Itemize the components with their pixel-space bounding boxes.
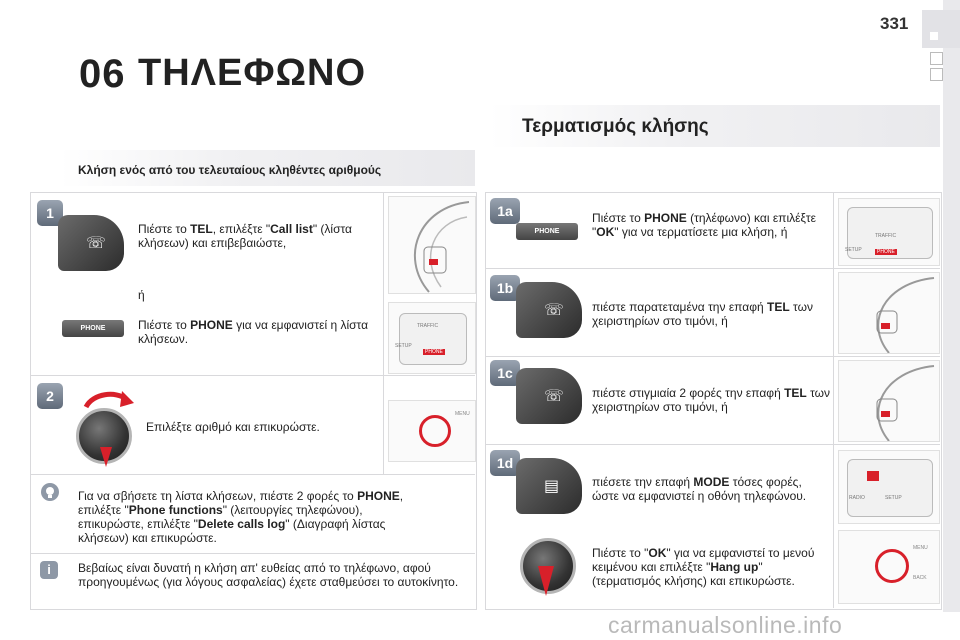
steering-wheel-drawing — [839, 361, 939, 441]
page-number: 331 — [880, 14, 909, 33]
console-phone-illustration — [838, 198, 940, 266]
step-1b-text: πιέστε παρατεταμένα την επαφή TEL των χειριστηρίων στο τιμόνι, ή — [592, 300, 813, 328]
phone-handset-icon: ☏ — [544, 388, 565, 405]
phone-button: PHONE — [62, 320, 124, 337]
setup-label: SETUP — [845, 247, 862, 253]
step-2-badge: 2 — [37, 383, 63, 409]
left-row-separator — [31, 553, 475, 554]
left-row-separator — [31, 474, 475, 475]
phone-button: PHONE — [516, 223, 578, 240]
edge-marker-1 — [930, 52, 943, 65]
steering-tel-control — [516, 282, 582, 338]
back-label: BACK — [913, 575, 927, 581]
tel-highlight — [881, 323, 890, 329]
steering-wheel-drawing — [839, 273, 939, 353]
console-panel — [399, 313, 467, 365]
step-2-text: Επιλέξτε αριθμό και επικυρώστε. — [146, 420, 320, 434]
traffic-label: TRAFFIC — [417, 323, 439, 329]
steering-wheel-drawing — [389, 197, 475, 293]
left-row-separator — [31, 375, 475, 376]
knob-highlight — [875, 549, 909, 583]
step-1a-badge: 1a — [490, 198, 520, 224]
tip-text: Για να σβήσετε τη λίστα κλήσεων, πιέστε 2 φορές το PHONE, επιλέξτε "Phone functions" (λειτουργίες τηλεφώνου), επικυρώστε, επιλέξτε "Delete calls log" (Διαγραφή λίστας κλήσεων) και επικυρώστε. — [78, 489, 404, 545]
edge-marker-2 — [930, 68, 943, 81]
menu-label: MENU — [913, 545, 928, 551]
step-1d-text-a: πιέσετε την επαφή MODE τόσες φορές, ώστε να εμφανιστεί η οθόνη τηλεφώνου. — [592, 475, 807, 503]
rotate-arrow-icon — [78, 385, 138, 470]
step-1-text-b: Πιέστε το PHONE για να εμφανιστεί η λίστα κλήσεων. — [138, 318, 369, 346]
watermark: carmanualsonline.info — [608, 612, 843, 638]
step-1c-badge: 1c — [490, 360, 520, 386]
right-row-separator — [486, 268, 940, 269]
info-text: Βεβαίως είναι δυνατή η κλήση απ' ευθείας από το τηλέφωνο, αφού προηγουμένως (για λόγους ασφαλείας) έχετε σταθμεύσει το αυτοκίνητο. — [78, 561, 459, 589]
page-corner-dot — [930, 32, 938, 40]
tel-highlight — [429, 259, 438, 265]
step-1c-text: πιέστε στιγμιαία 2 φορές την επαφή TEL των χειριστηρίων στο τιμόνι, ή — [592, 386, 831, 414]
push-arrow-icon — [534, 560, 558, 600]
phone-handset-icon: ☏ — [86, 235, 107, 252]
right-row-separator — [486, 356, 940, 357]
lightbulb-icon — [40, 482, 60, 502]
step-1a-text: Πιέστε το PHONE (τηλέφωνο) και επιλέξτε "OK" για να τερματίσετε μια κλήση, ή — [592, 211, 816, 239]
phone-highlight: PHONE — [877, 249, 895, 255]
page-corner-tab — [922, 10, 960, 48]
traffic-label: TRAFFIC — [875, 233, 897, 239]
step-1-text-a: Πιέστε το TEL, επιλέξτε "Call list" (λίστα κλήσεων) και επιβεβαιώστε, — [138, 222, 352, 250]
setup-label: SETUP — [885, 495, 902, 501]
knob-highlight — [419, 415, 451, 447]
mode-highlight — [867, 471, 879, 481]
steering-wheel-illustration — [838, 360, 940, 442]
step-1d-badge: 1d — [490, 450, 520, 476]
step-1b-badge: 1b — [490, 275, 520, 301]
chapter-title: ΤΗΛΕΦΩΝΟ — [138, 52, 367, 94]
knob-console-illustration — [838, 530, 940, 604]
info-icon: i — [40, 561, 58, 579]
menu-label: MENU — [455, 411, 470, 417]
setup-label: SETUP — [395, 343, 412, 349]
steering-wheel-illustration — [838, 272, 940, 354]
step-1-or: ή — [138, 288, 145, 302]
mode-console-illustration — [838, 450, 940, 524]
mode-icon: ▤ — [544, 478, 560, 495]
steering-mode-control — [516, 458, 582, 514]
right-row-separator — [486, 444, 940, 445]
phone-highlight: PHONE — [425, 349, 443, 355]
steering-tel-control — [58, 215, 124, 271]
tel-highlight — [881, 411, 890, 417]
step-1-badge: 1 — [37, 200, 63, 226]
left-image-divider — [383, 193, 384, 474]
step-1d-text-b: Πιέστε το "OK" για να εμφανιστεί το μενού κειμένου και επιλέξτε "Hang up" (τερματισμός κλήσης) και επικυρώστε. — [592, 546, 815, 588]
radio-label: RADIO — [849, 495, 865, 501]
steering-wheel-illustration — [388, 196, 476, 294]
recall-section-title: Κλήση ενός από του τελευταίους κληθέντες αριθμούς — [78, 163, 382, 177]
page-edge-bar — [943, 0, 960, 612]
right-image-divider — [833, 193, 834, 608]
steering-tel-control — [516, 368, 582, 424]
phone-handset-icon: ☏ — [544, 302, 565, 319]
console-panel — [847, 459, 933, 517]
end-call-section-title: Τερματισμός κλήσης — [522, 116, 709, 137]
console-illustration — [388, 302, 476, 374]
chapter-number: 06 — [79, 52, 126, 96]
knob-console-illustration — [388, 400, 476, 462]
